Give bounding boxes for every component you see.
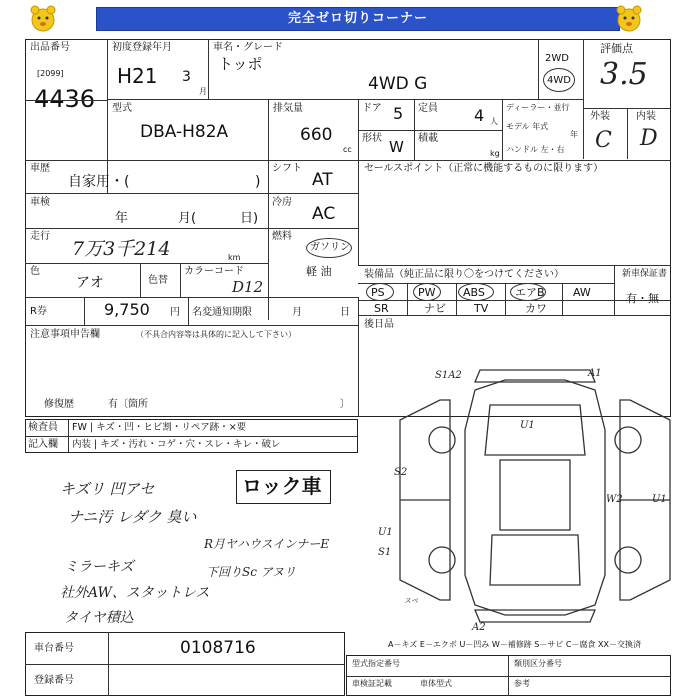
first-reg-month-unit: 月 xyxy=(199,87,207,96)
warranty-label: 新車保証書 xyxy=(622,269,668,279)
mark-top-right: A1 xyxy=(588,368,602,379)
equipment-item: カワ xyxy=(525,302,547,315)
score-ext-label: 外装 xyxy=(590,111,610,122)
dealer-model-year: モデル 年式 xyxy=(506,122,549,131)
mark-left-s2: S2 xyxy=(394,467,408,478)
equipment-circle xyxy=(510,283,546,301)
mark-right-w2: W2 xyxy=(606,494,623,505)
drive-4wd: 4WD xyxy=(547,75,571,86)
recycle-label: R券 xyxy=(30,306,47,317)
doors-value: 5 xyxy=(393,104,404,123)
history-label: 車歴 xyxy=(30,163,50,174)
fuel-diesel: 軽 油 xyxy=(306,265,332,278)
fuel-gas: ガソリン xyxy=(310,242,350,253)
mark-u1: U1 xyxy=(520,420,535,431)
lot-number: 4436 xyxy=(34,85,96,113)
repair-close: 〕 xyxy=(340,399,350,410)
displacement-value: 660 xyxy=(300,125,333,145)
equipment-item: ABS xyxy=(463,286,485,299)
mark-right-u1: U1 xyxy=(652,494,667,505)
drive-2wd: 2WD xyxy=(545,53,569,64)
hand-note-2: ナニ汚 レダク 臭い xyxy=(68,508,197,526)
damage-legend: A－キズ E－エクボ U－凹み W－補修跡 S－サビ C－腐食 XX－交換済 xyxy=(388,640,642,649)
footer-3: 類別区分番号 xyxy=(514,659,562,668)
color-label: 色 xyxy=(30,266,40,277)
car-name: トッポ xyxy=(218,55,263,73)
mark-bottom: A2 xyxy=(472,622,486,633)
repair-value: 有〔箇所 xyxy=(108,399,148,410)
equipment-circle xyxy=(366,283,394,301)
inspection-day: 日) xyxy=(240,211,259,226)
load-label: 積載 xyxy=(418,133,438,144)
displacement-unit: cc xyxy=(343,145,352,154)
inspection-month: 月( xyxy=(178,211,197,226)
model-label: 型式 xyxy=(112,103,132,114)
first-reg-year: H21 xyxy=(117,64,158,88)
dealer-label: ディーラー・並行 xyxy=(506,103,570,112)
equipment-item: AW xyxy=(573,286,591,299)
car-diagram xyxy=(378,360,680,633)
mark-left-u1: U1 xyxy=(378,527,393,538)
ac-value: AC xyxy=(312,204,336,224)
inspection-year: 年 xyxy=(115,211,129,226)
score-label: 評価点 xyxy=(600,42,633,55)
mileage-label: 走行 xyxy=(30,231,50,242)
bear-icon-left xyxy=(28,3,58,33)
repair-label: 修復歴 xyxy=(44,399,74,410)
mileage-value: 7万3千214 xyxy=(72,238,171,260)
hand-diag-1: R月ヤハウスインナーE xyxy=(204,537,330,551)
equipment-item: PS xyxy=(371,286,385,299)
warranty-value: 有・無 xyxy=(626,292,659,305)
lock-stamp: ロック車 xyxy=(242,474,322,498)
dealer-handle: ハンドル 左・右 xyxy=(506,145,565,154)
inspection-label: 車検 xyxy=(30,197,50,208)
inspector-row-1: FW | キズ・凹・ヒビ割・リペア跡・×要 xyxy=(72,422,247,433)
capacity-label: 定員 xyxy=(418,103,438,114)
chassis-label: 車台番号 xyxy=(34,643,74,654)
shape-value: W xyxy=(389,138,404,156)
car-grade: 4WD G xyxy=(368,74,428,94)
name-change-month: 月 xyxy=(292,307,302,318)
footer-4: 参考 xyxy=(514,679,530,688)
color-code: D12 xyxy=(232,278,264,296)
chassis-value: 0108716 xyxy=(180,638,256,658)
mileage-unit: km xyxy=(228,253,241,262)
equipment-label: 装備品（純正品に限り〇をつけてください） xyxy=(364,269,564,280)
hand-diag-2: 下回りSc アヌリ xyxy=(206,565,296,579)
footer-2: 車検証記載 xyxy=(352,679,392,688)
doors-label: ドア xyxy=(362,103,382,114)
score-int: D xyxy=(640,126,658,151)
history-close: ) xyxy=(255,174,261,190)
equipment-circle xyxy=(458,283,494,301)
mark-under: スペ xyxy=(404,597,418,605)
equipment-item: ナビ xyxy=(424,302,446,315)
equipment-circle xyxy=(413,283,441,301)
shift-value: AT xyxy=(312,170,333,190)
lot-sub: [2099] xyxy=(37,69,64,78)
seat-label: 後日品 xyxy=(364,319,394,330)
footer-1: 型式指定番号 xyxy=(352,659,400,668)
score-value: 3.5 xyxy=(600,57,648,92)
recycle-unit: 円 xyxy=(170,307,180,318)
score-ext: C xyxy=(595,128,612,153)
ac-label: 冷房 xyxy=(272,197,292,208)
mark-top-left: S1A2 xyxy=(435,370,462,381)
name-change-day: 日 xyxy=(340,307,350,318)
recycle-value: 9,750 xyxy=(104,300,150,319)
equipment-item: SR xyxy=(374,302,389,315)
hand-note-5: タイヤ積込 xyxy=(64,610,134,626)
car-label: 車名・グレード xyxy=(213,42,283,53)
hand-note-1: キズリ 凹アセ xyxy=(60,480,155,498)
inspector-label-1: 検査員 xyxy=(28,422,58,433)
bear-icon-right xyxy=(614,3,644,33)
first-reg-month: 3 xyxy=(182,69,191,85)
colorcode-label: カラーコード xyxy=(184,266,244,277)
load-unit: kg xyxy=(490,149,500,158)
mark-left-s1: S1 xyxy=(378,547,392,558)
banner-title: 完全ゼロ切りコーナー xyxy=(96,7,620,31)
score-int-label: 内装 xyxy=(636,111,656,122)
equipment-item: TV xyxy=(474,302,489,315)
footer-5: 車体型式 xyxy=(420,679,452,688)
hand-note-3: ミラーキズ xyxy=(64,559,134,575)
inspector-label-2: 記入欄 xyxy=(28,439,58,450)
dealer-year-unit: 年 xyxy=(570,130,578,139)
capacity-unit: 人 xyxy=(490,117,498,126)
displacement-label: 排気量 xyxy=(273,103,303,114)
shape-label: 形状 xyxy=(362,133,382,144)
model-value: DBA-H82A xyxy=(140,122,229,142)
color-value: アオ xyxy=(76,275,104,291)
color-change-label: 色替 xyxy=(148,275,168,286)
hand-note-4: 社外AW、スタットレス xyxy=(60,585,210,601)
notes-label: 注意事項申告欄 xyxy=(30,329,100,340)
lot-label: 出品番号 xyxy=(30,42,70,53)
equipment-item: エアB xyxy=(515,286,545,299)
inspector-row-2: 内装 | キズ・汚れ・コゲ・穴・スレ・キレ・破レ xyxy=(72,439,281,450)
registration-label: 登録番号 xyxy=(34,675,74,686)
name-change-label: 名変通知期限 xyxy=(192,307,252,318)
history-value: 自家用・( xyxy=(68,174,130,190)
shift-label: シフト xyxy=(272,163,302,174)
sales-point-label: セールスポイント（正常に機能するものに限ります） xyxy=(364,163,604,174)
capacity-value: 4 xyxy=(474,106,485,125)
equipment-item: PW xyxy=(418,286,436,299)
header-banner xyxy=(0,0,700,38)
fuel-label: 燃料 xyxy=(272,231,292,242)
notes-sub: （不具合内容等は具体的に記入して下さい） xyxy=(136,330,296,339)
first-reg-label: 初度登録年月 xyxy=(112,42,172,53)
